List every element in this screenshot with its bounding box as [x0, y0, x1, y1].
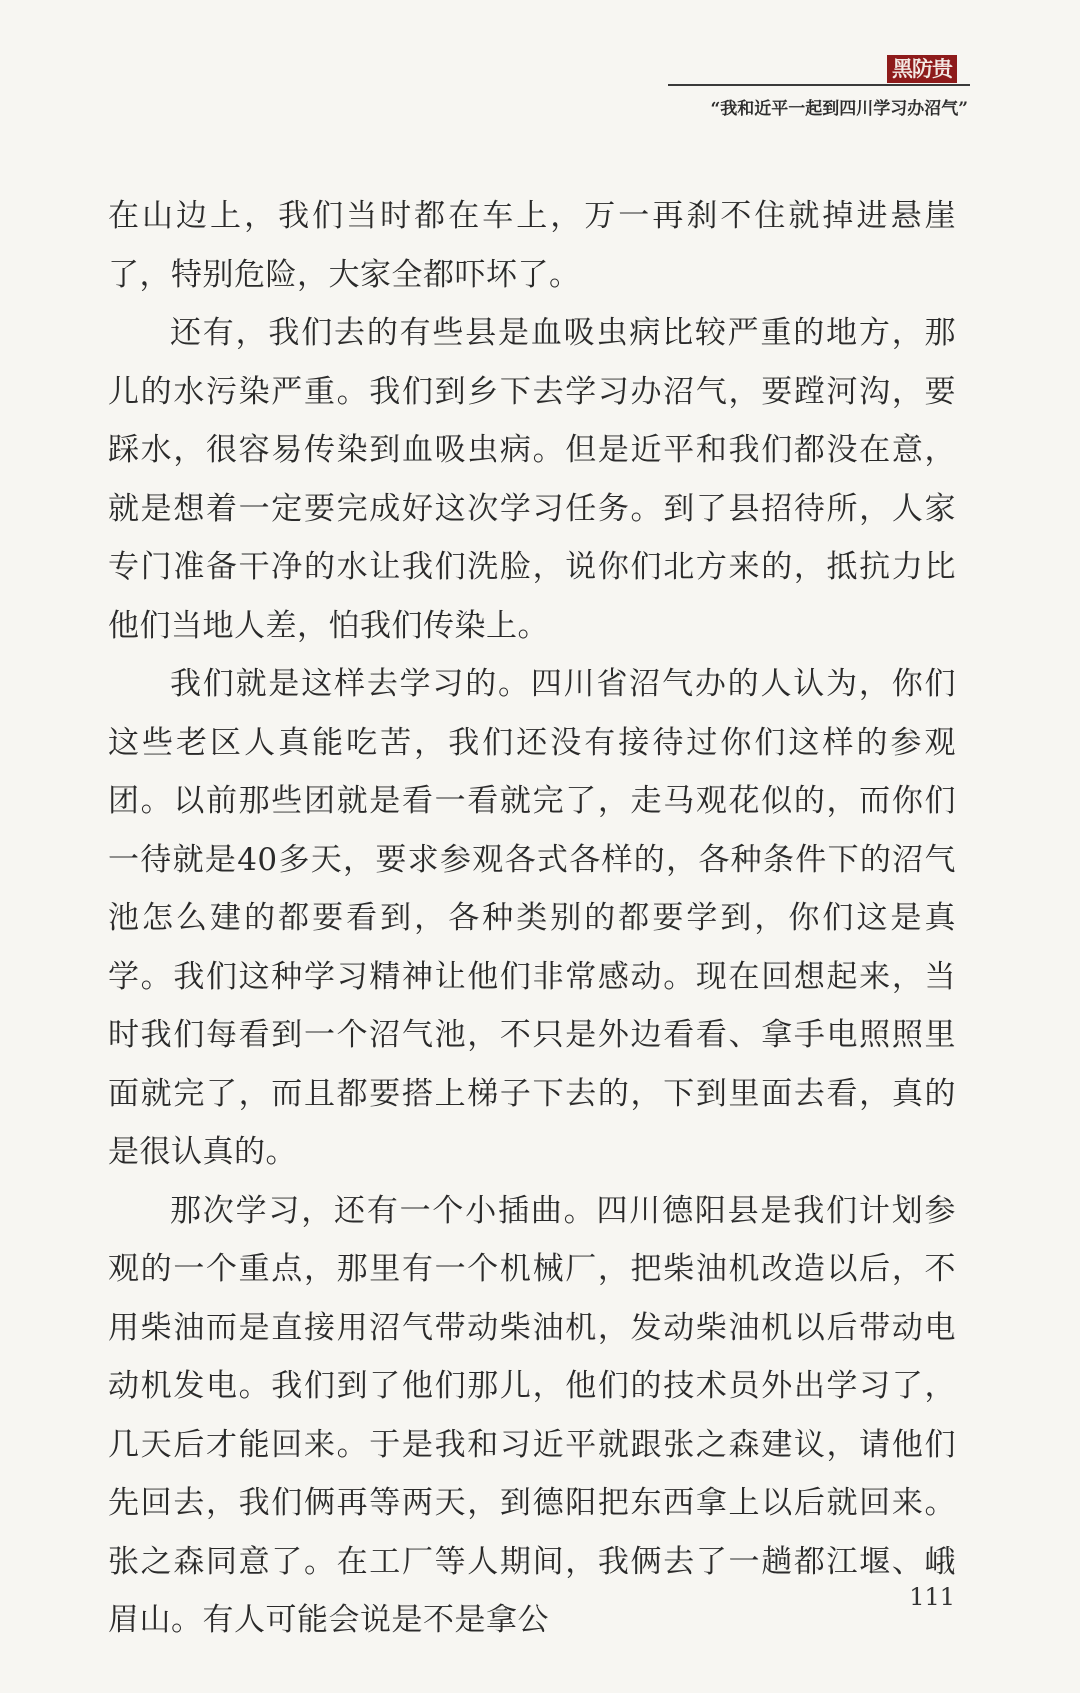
running-title: “我和近平一起到四川学习办沼气” — [710, 99, 968, 119]
paragraph-2: 还有，我们去的有些县是血吸虫病比较严重的地方，那儿的水污染严重。我们到乡下去学习办沼气，要蹚河沟，要踩水，很容易传染到血吸虫病。但是近平和我们都没在意，就是想着一定要完成好这次学习任务。到了县招待所，人家专门准备干净的水让我们洗脸，说你们北方来的，抵抗力比他们当地人差，怕我们传染上。 — [108, 315, 956, 644]
header-rule — [668, 84, 970, 86]
paragraph-1: 在山边上，我们当时都在车上，万一再刹不住就掉进悬崖了，特别危险，大家全都吓坏了。 — [108, 198, 956, 293]
paragraph-3: 我们就是这样去学习的。四川省沼气办的人认为，你们这些老区人真能吃苦，我们还没有接待过你们这样的参观团。以前那些团就是看一看就完了，走马观花似的，而你们一待就是40多天，要求参观各式各样的，各种条件下的沼气池怎么建的都要看到，各种类别的都要学到，你们这是真学。我们这种学习精神让他们非常感动。现在回想起来，当时我们每看到一个沼气池，不只是外边看看、拿手电照照里面就完了，而且都要搭上梯子下去的，下到里面去看，真的是很认真的。 — [108, 666, 956, 1170]
page-number: 111 — [909, 1583, 955, 1611]
body-text — [108, 187, 956, 1650]
paragraph-4: 那次学习，还有一个小插曲。四川德阳县是我们计划参观的一个重点，那里有一个机械厂，把柴油机改造以后，不用柴油而是直接用沼气带动柴油机，发动柴油机以后带动电动机发电。我们到了他们那儿，他们的技术员外出学习了，几天后才能回来。于是我和习近平就跟张之森建议，请他们先回去，我们俩再等两天，到德阳把东西拿上以后就回来。张之森同意了。在工厂等人期间，我俩去了一趟都江堰、峨眉山。有人可能会说是不是拿公 — [108, 1192, 956, 1638]
header-badge: 黑防贵 — [887, 55, 957, 83]
